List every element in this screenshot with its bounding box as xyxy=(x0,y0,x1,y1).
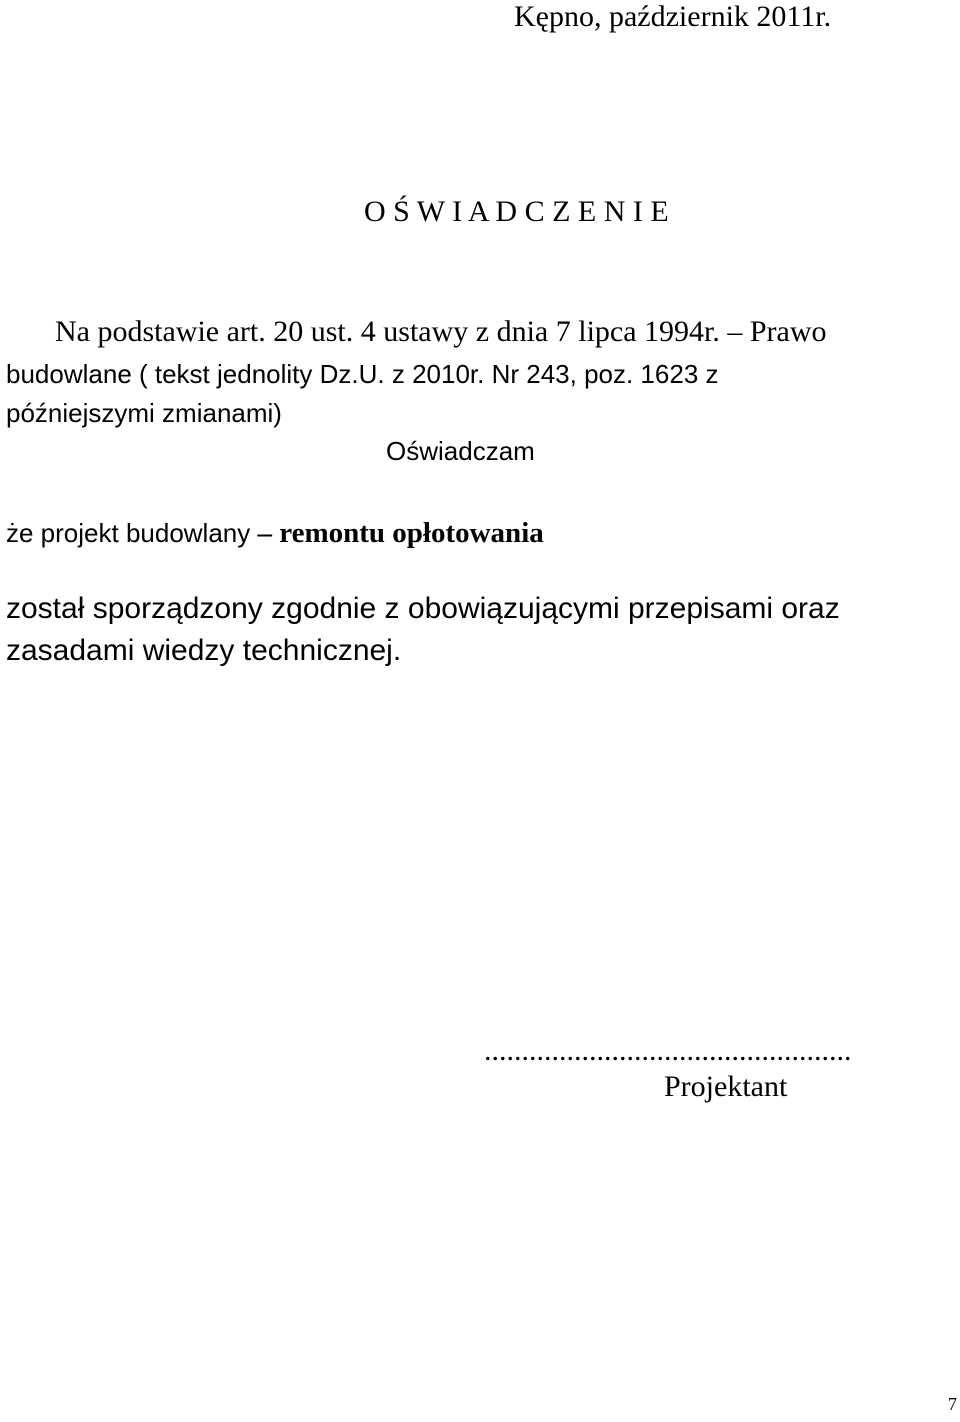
project-statement xyxy=(6,516,544,550)
conclusion-line-2: zasadami wiedzy technicznej. xyxy=(6,634,402,667)
legal-basis-line-3: późniejszymi zmianami) xyxy=(6,398,282,428)
project-statement-prefix: że projekt budowlany xyxy=(6,518,258,548)
legal-basis-line-2: budowlane ( tekst jednolity Dz.U. z 2010r. Nr 243, poz. 1623 z xyxy=(6,359,719,389)
legal-basis-line-1: Na podstawie art. 20 ust. 4 ustawy z dnia 7 lipca 1994r. – Prawo xyxy=(55,315,827,348)
place-date: Kępno, październik 2011r. xyxy=(514,0,832,33)
project-name: – remontu opłotowania xyxy=(257,517,544,549)
document-title: O Ś W I A D C Z E N I E xyxy=(364,195,669,228)
conclusion-line-1: został sporządzony zgodnie z obowiązującymi przepisami oraz xyxy=(6,592,840,625)
signature-line: ................................................. xyxy=(484,1034,852,1067)
page-number: 7 xyxy=(948,1394,957,1414)
signature-label: Projektant xyxy=(664,1070,788,1103)
declaration-word: Oświadczam xyxy=(386,436,535,466)
